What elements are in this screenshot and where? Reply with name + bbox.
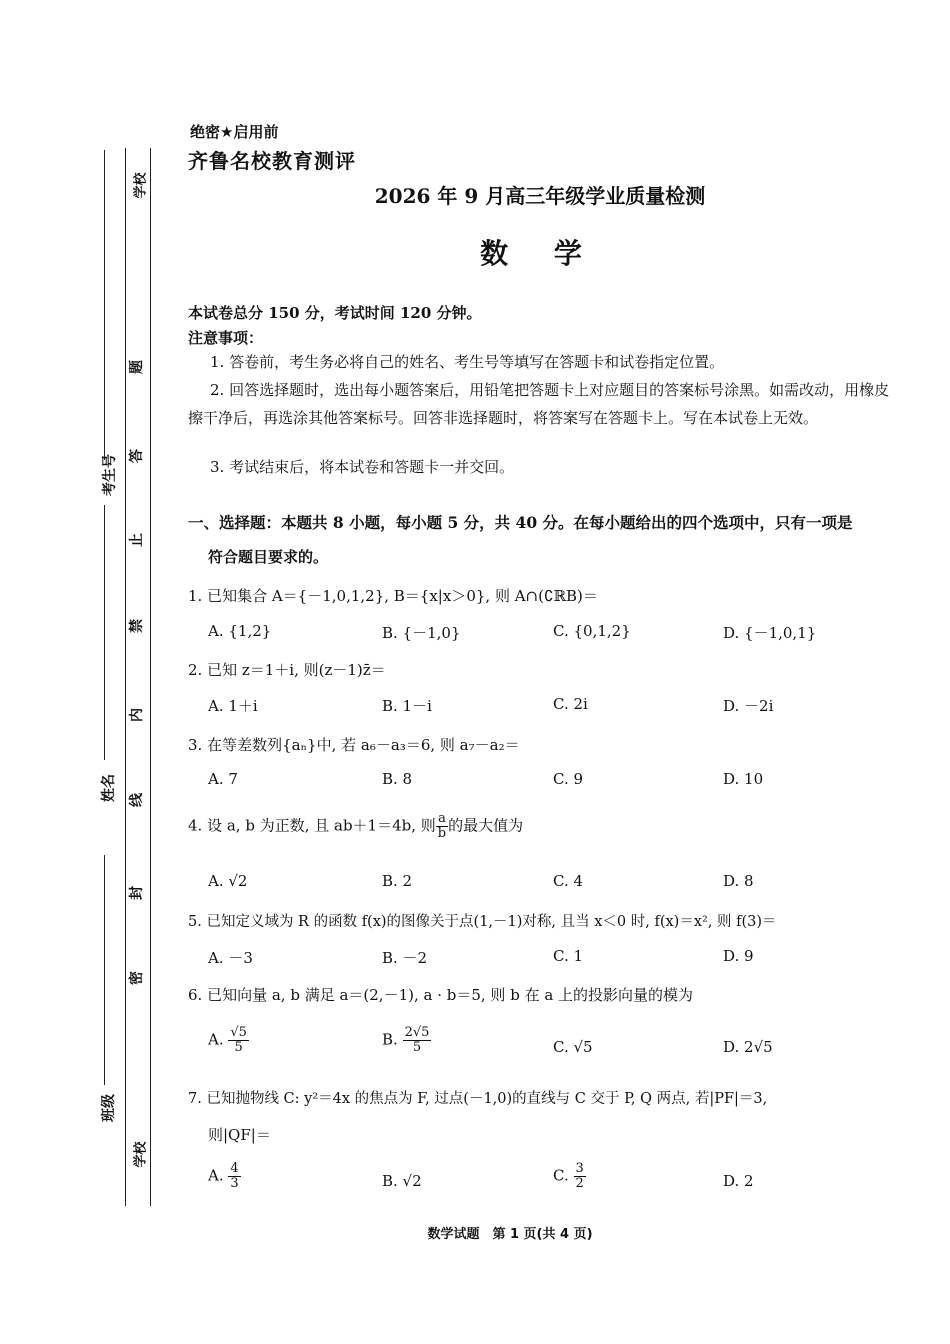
q7-option-a-frac (228, 1162, 240, 1191)
q6-option-d: D. 2√5 (723, 1038, 773, 1056)
q6-option-b-label: B. (382, 1030, 398, 1049)
section-title-line1: 一、选择题：本题共 8 小题，每小题 5 分，共 40 分。在每小题给出的四个选项中，只有一项是 (188, 513, 853, 532)
q7-a-num: 4 (230, 1161, 239, 1176)
q5-option-a: A. －3 (208, 949, 253, 967)
seal-char: 线 (129, 793, 145, 807)
q6-option-b (382, 1026, 431, 1055)
margin-school-label-bottom: 学校 (133, 1141, 149, 1168)
q1-option-a: A. {1,2} (208, 622, 272, 640)
margin-class-label: 班级 (101, 1094, 117, 1122)
score-time: 本试卷总分 150 分，考试时间 120 分钟。 (188, 304, 482, 322)
q7-c-den: 2 (575, 1176, 584, 1191)
q6-option-a-frac (228, 1026, 249, 1055)
seal-char: 禁 (129, 619, 145, 633)
q5-option-b: B. －2 (382, 949, 428, 967)
q3-option-a: A. 7 (208, 770, 238, 788)
q7-option-d: D. 2 (723, 1172, 754, 1190)
margin-id-label: 考生号 (102, 454, 118, 496)
margin-line-inner (150, 148, 151, 1206)
q3-option-d: D. 10 (723, 770, 764, 788)
seal-char: 止 (129, 533, 145, 547)
q7-option-b: B. √2 (382, 1172, 422, 1190)
q6-option-a-label: A. (208, 1030, 224, 1049)
q3-option-c: C. 9 (553, 770, 584, 788)
q6-b-den: 5 (412, 1040, 422, 1055)
question-4 (188, 812, 523, 841)
q4-stem-post: 的最大值为 (448, 816, 524, 835)
q6-option-c: C. √5 (553, 1038, 593, 1056)
question-7: 7. 已知抛物线 C: y²＝4x 的焦点为 F, 过点(－1,0)的直线与 C 交于 P, Q 两点, 若|PF|＝3, (188, 1091, 768, 1107)
subject-title: 数 学 (480, 237, 600, 270)
q4-stem-pre: 4. 设 a, b 为正数, 且 ab＋1＝4b, 则 (188, 816, 436, 835)
q7-c-num: 3 (575, 1161, 584, 1176)
q3-option-b: B. 8 (382, 770, 413, 788)
seal-char: 答 (129, 449, 145, 463)
q6-option-a (208, 1026, 249, 1055)
name-fill-line (104, 505, 105, 760)
question-6: 6. 已知向量 a, b 满足 a＝(2,－1), a · b＝5, 则 b 在 a 上的投影向量的模为 (188, 986, 694, 1004)
secret-label: 绝密★启用前 (190, 123, 279, 141)
q5-option-c: C. 1 (553, 947, 584, 965)
question-3: 3. 在等差数列{aₙ}中, 若 a₆－a₃＝6, 则 a₇－a₂＝ (188, 736, 520, 754)
q6-a-den: 5 (234, 1040, 243, 1055)
class-fill-line (104, 855, 105, 1085)
q6-option-b-frac (403, 1026, 432, 1055)
q1-option-d: D. {－1,0,1} (723, 624, 817, 642)
q7-a-den: 3 (230, 1176, 239, 1191)
notice-2: 2. 回答选择题时，选出每小题答案后，用铅笔把答题卡上对应题目的答案标号涂黑。如需改动，用橡皮擦干净后，再选涂其他答案标号。回答非选择题时，将答案写在答题卡上。写在本试卷上无效。 (188, 381, 890, 427)
notice-title: 注意事项： (188, 329, 264, 347)
q4-option-c: C. 4 (553, 872, 584, 890)
section-title-line2: 符合题目要求的。 (208, 548, 329, 566)
q4-option-a: A. √2 (208, 872, 248, 890)
q4-frac-num: a (436, 812, 448, 827)
q2-option-c: C. 2i (553, 695, 588, 713)
seal-char: 密 (129, 971, 145, 985)
q7-option-c (553, 1162, 586, 1191)
q7-option-a (208, 1162, 241, 1191)
margin-school-label: 学校 (133, 172, 149, 199)
exam-title: 2026 年 9 月高三年级学业质量检测 (374, 184, 706, 208)
question-7-cont: 则|QF|＝ (208, 1126, 271, 1144)
question-2: 2. 已知 z＝1＋i, 则(z－1)z̄＝ (188, 661, 386, 679)
q4-option-d: D. 8 (723, 872, 754, 890)
q2-option-a: A. 1＋i (208, 697, 258, 715)
margin-name-label: 姓名 (101, 774, 117, 802)
q4-fraction (436, 812, 448, 841)
question-1: 1. 已知集合 A＝{－1,0,1,2}, B＝{x|x＞0}, 则 A∩(∁ℝB)＝ (188, 587, 598, 605)
notice-1: 1. 答卷前，考生务必将自己的姓名、考生号等填写在答题卡和试卷指定位置。 (210, 353, 725, 371)
q4-frac-den: b (437, 826, 447, 841)
q1-option-b: B. {－1,0} (382, 624, 461, 642)
page-footer: 数学试题 第 1 页(共 4 页) (427, 1227, 593, 1242)
q7-option-a-label: A. (208, 1166, 224, 1185)
q4-option-b: B. 2 (382, 872, 413, 890)
q7-option-c-label: C. (553, 1166, 569, 1185)
q1-option-c: C. {0,1,2} (553, 622, 631, 640)
org-name: 齐鲁名校教育测评 (188, 149, 356, 173)
seal-char: 内 (129, 708, 145, 722)
seal-char: 题 (129, 360, 145, 374)
question-5: 5. 已知定义域为 R 的函数 f(x)的图像关于点(1,－1)对称, 且当 x＜0 时, f(x)＝x², 则 f(3)＝ (188, 914, 777, 930)
q2-option-d: D. －2i (723, 697, 774, 715)
seal-char: 封 (129, 886, 145, 900)
q5-option-d: D. 9 (723, 947, 754, 965)
q6-a-num: √5 (230, 1025, 247, 1040)
notice-3: 3. 考试结束后，将本试卷和答题卡一并交回。 (210, 458, 515, 476)
margin-line-outer (125, 148, 126, 1206)
q2-option-b: B. 1－i (382, 697, 432, 715)
q6-b-num: 2√5 (404, 1025, 430, 1040)
q7-option-c-frac (574, 1162, 586, 1191)
